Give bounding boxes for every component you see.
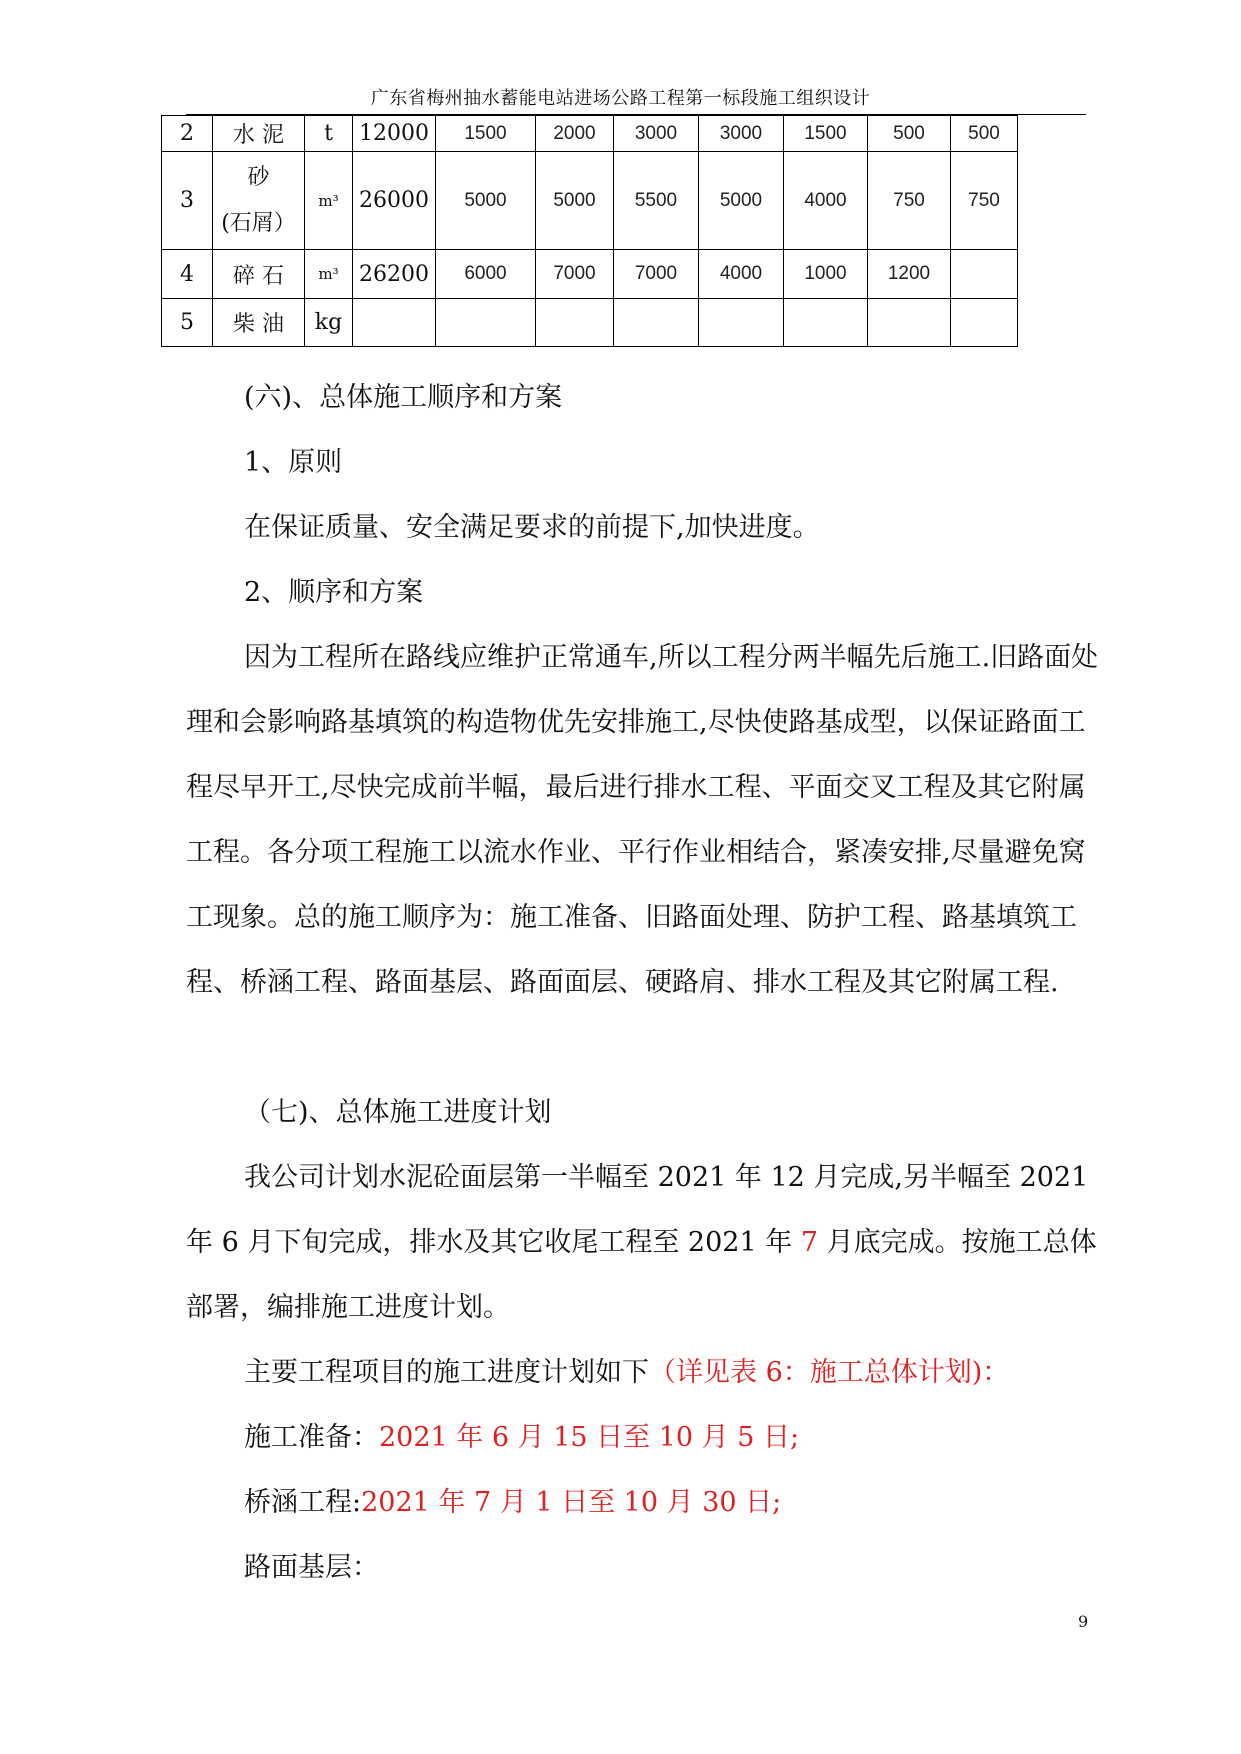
schedule-intro — [186, 1340, 1106, 1405]
quantity-cell — [536, 299, 614, 347]
quantity-cell — [614, 299, 699, 347]
quantity-cell — [699, 299, 784, 347]
prep-dates: 2021 年 6 月 15 日至 10 月 5 日; — [379, 1422, 800, 1453]
row-number: 4 — [162, 250, 213, 299]
quantity-cell — [784, 299, 868, 347]
prep-label: 施工准备： — [244, 1422, 379, 1453]
principle-heading: 1、原则 — [244, 447, 343, 478]
quantity-cell: 750 — [951, 152, 1018, 250]
material-unit: m³ — [305, 152, 353, 250]
quantity-cell: 6000 — [436, 250, 536, 299]
table-row — [162, 152, 1018, 250]
quantity-cell: 500 — [868, 116, 951, 152]
quantity-cell: 3000 — [614, 116, 699, 152]
schedule-base: 路面基层： — [244, 1552, 379, 1583]
quantity-cell: 5000 — [536, 152, 614, 250]
table-row — [162, 250, 1018, 299]
section6-heading: (六)、总体施工顺序和方案 — [244, 382, 563, 413]
material-name-line1: 砂 — [247, 164, 270, 190]
plan-paragraph — [186, 1145, 1106, 1340]
schedule-intro-reference: （详见表 6：施工总体计划)： — [649, 1357, 1010, 1388]
schedule-intro-text: 主要工程项目的施工进度计划如下 — [244, 1357, 649, 1388]
quantity-cell: 7000 — [614, 250, 699, 299]
quantity-cell: 750 — [868, 152, 951, 250]
quantity-cell: 4000 — [699, 250, 784, 299]
quantity-cell: 1000 — [784, 250, 868, 299]
quantity-cell: 3000 — [699, 116, 784, 152]
quantity-cell: 4000 — [784, 152, 868, 250]
quantity-cell: 5000 — [436, 152, 536, 250]
quantity-cell: 7000 — [536, 250, 614, 299]
sequence-heading: 2、顺序和方案 — [244, 577, 424, 608]
row-number: 3 — [162, 152, 213, 250]
quantity-cell — [436, 299, 536, 347]
material-name-line2: (石屑） — [221, 210, 296, 236]
row-number: 5 — [162, 299, 213, 347]
table-row — [162, 116, 1018, 152]
material-name: 水 泥 — [213, 116, 305, 152]
row-number: 2 — [162, 116, 213, 152]
page-header-title: 广东省梅州抽水蓄能电站进场公路工程第一标段施工组织设计 — [370, 88, 871, 109]
sequence-text: 因为工程所在路线应维护正常通车,所以工程分两半幅先后施工.旧路面处理和会影响路基填筑的构造物优先安排施工,尽快使路基成型，以保证路面工程尽早开工,尽快完成前半幅，最后进行排水工程、平面交叉工程及其它附属工程。各分项工程施工以流水作业、平行作业相结合，紧凑安排,尽量避免窝工现象。总的施工顺序为：施工准备、旧路面处理、防护工程、路基填筑工程、桥涵工程、路面基层、路面面层、硬路肩、排水工程及其它附属工程. — [186, 642, 1099, 998]
plan-highlight-month: 7 — [800, 1227, 818, 1258]
schedule-bridge — [186, 1470, 1106, 1535]
principle-text: 在保证质量、安全满足要求的前提下,加快进度。 — [244, 512, 820, 543]
plan-text-part1: 我公司计划水泥砼面层第一半幅至 2021 年 12 月完成,另半幅至 2021 年 6 月下旬完成，排水及其它收尾工程至 2021 年 — [186, 1162, 1089, 1258]
schedule-prep — [186, 1405, 1106, 1470]
material-name: 碎 石 — [213, 250, 305, 299]
material-total — [353, 299, 436, 347]
quantity-cell: 5000 — [699, 152, 784, 250]
quantity-cell — [951, 299, 1018, 347]
materials-table — [161, 115, 1018, 347]
quantity-cell: 2000 — [536, 116, 614, 152]
section7-heading: （七)、总体施工进度计划 — [244, 1097, 552, 1128]
quantity-cell: 1500 — [436, 116, 536, 152]
bridge-dates: 2021 年 7 月 1 日至 10 月 30 日; — [361, 1487, 782, 1518]
bridge-label: 桥涵工程: — [244, 1487, 362, 1518]
material-unit: m³ — [305, 250, 353, 299]
material-unit: kg — [305, 299, 353, 347]
page-number: 9 — [1078, 1612, 1089, 1631]
plan-text-part2: 月底完成。按施工总体部署，编排施工进度计划。 — [186, 1227, 1097, 1323]
quantity-cell: 1200 — [868, 250, 951, 299]
material-total: 12000 — [353, 116, 436, 152]
material-total: 26200 — [353, 250, 436, 299]
quantity-cell — [951, 250, 1018, 299]
material-name: 柴 油 — [213, 299, 305, 347]
material-total: 26000 — [353, 152, 436, 250]
material-name — [213, 152, 305, 250]
quantity-cell: 1500 — [784, 116, 868, 152]
material-unit: t — [305, 116, 353, 152]
quantity-cell: 500 — [951, 116, 1018, 152]
table-row — [162, 299, 1018, 347]
quantity-cell — [868, 299, 951, 347]
quantity-cell: 5500 — [614, 152, 699, 250]
